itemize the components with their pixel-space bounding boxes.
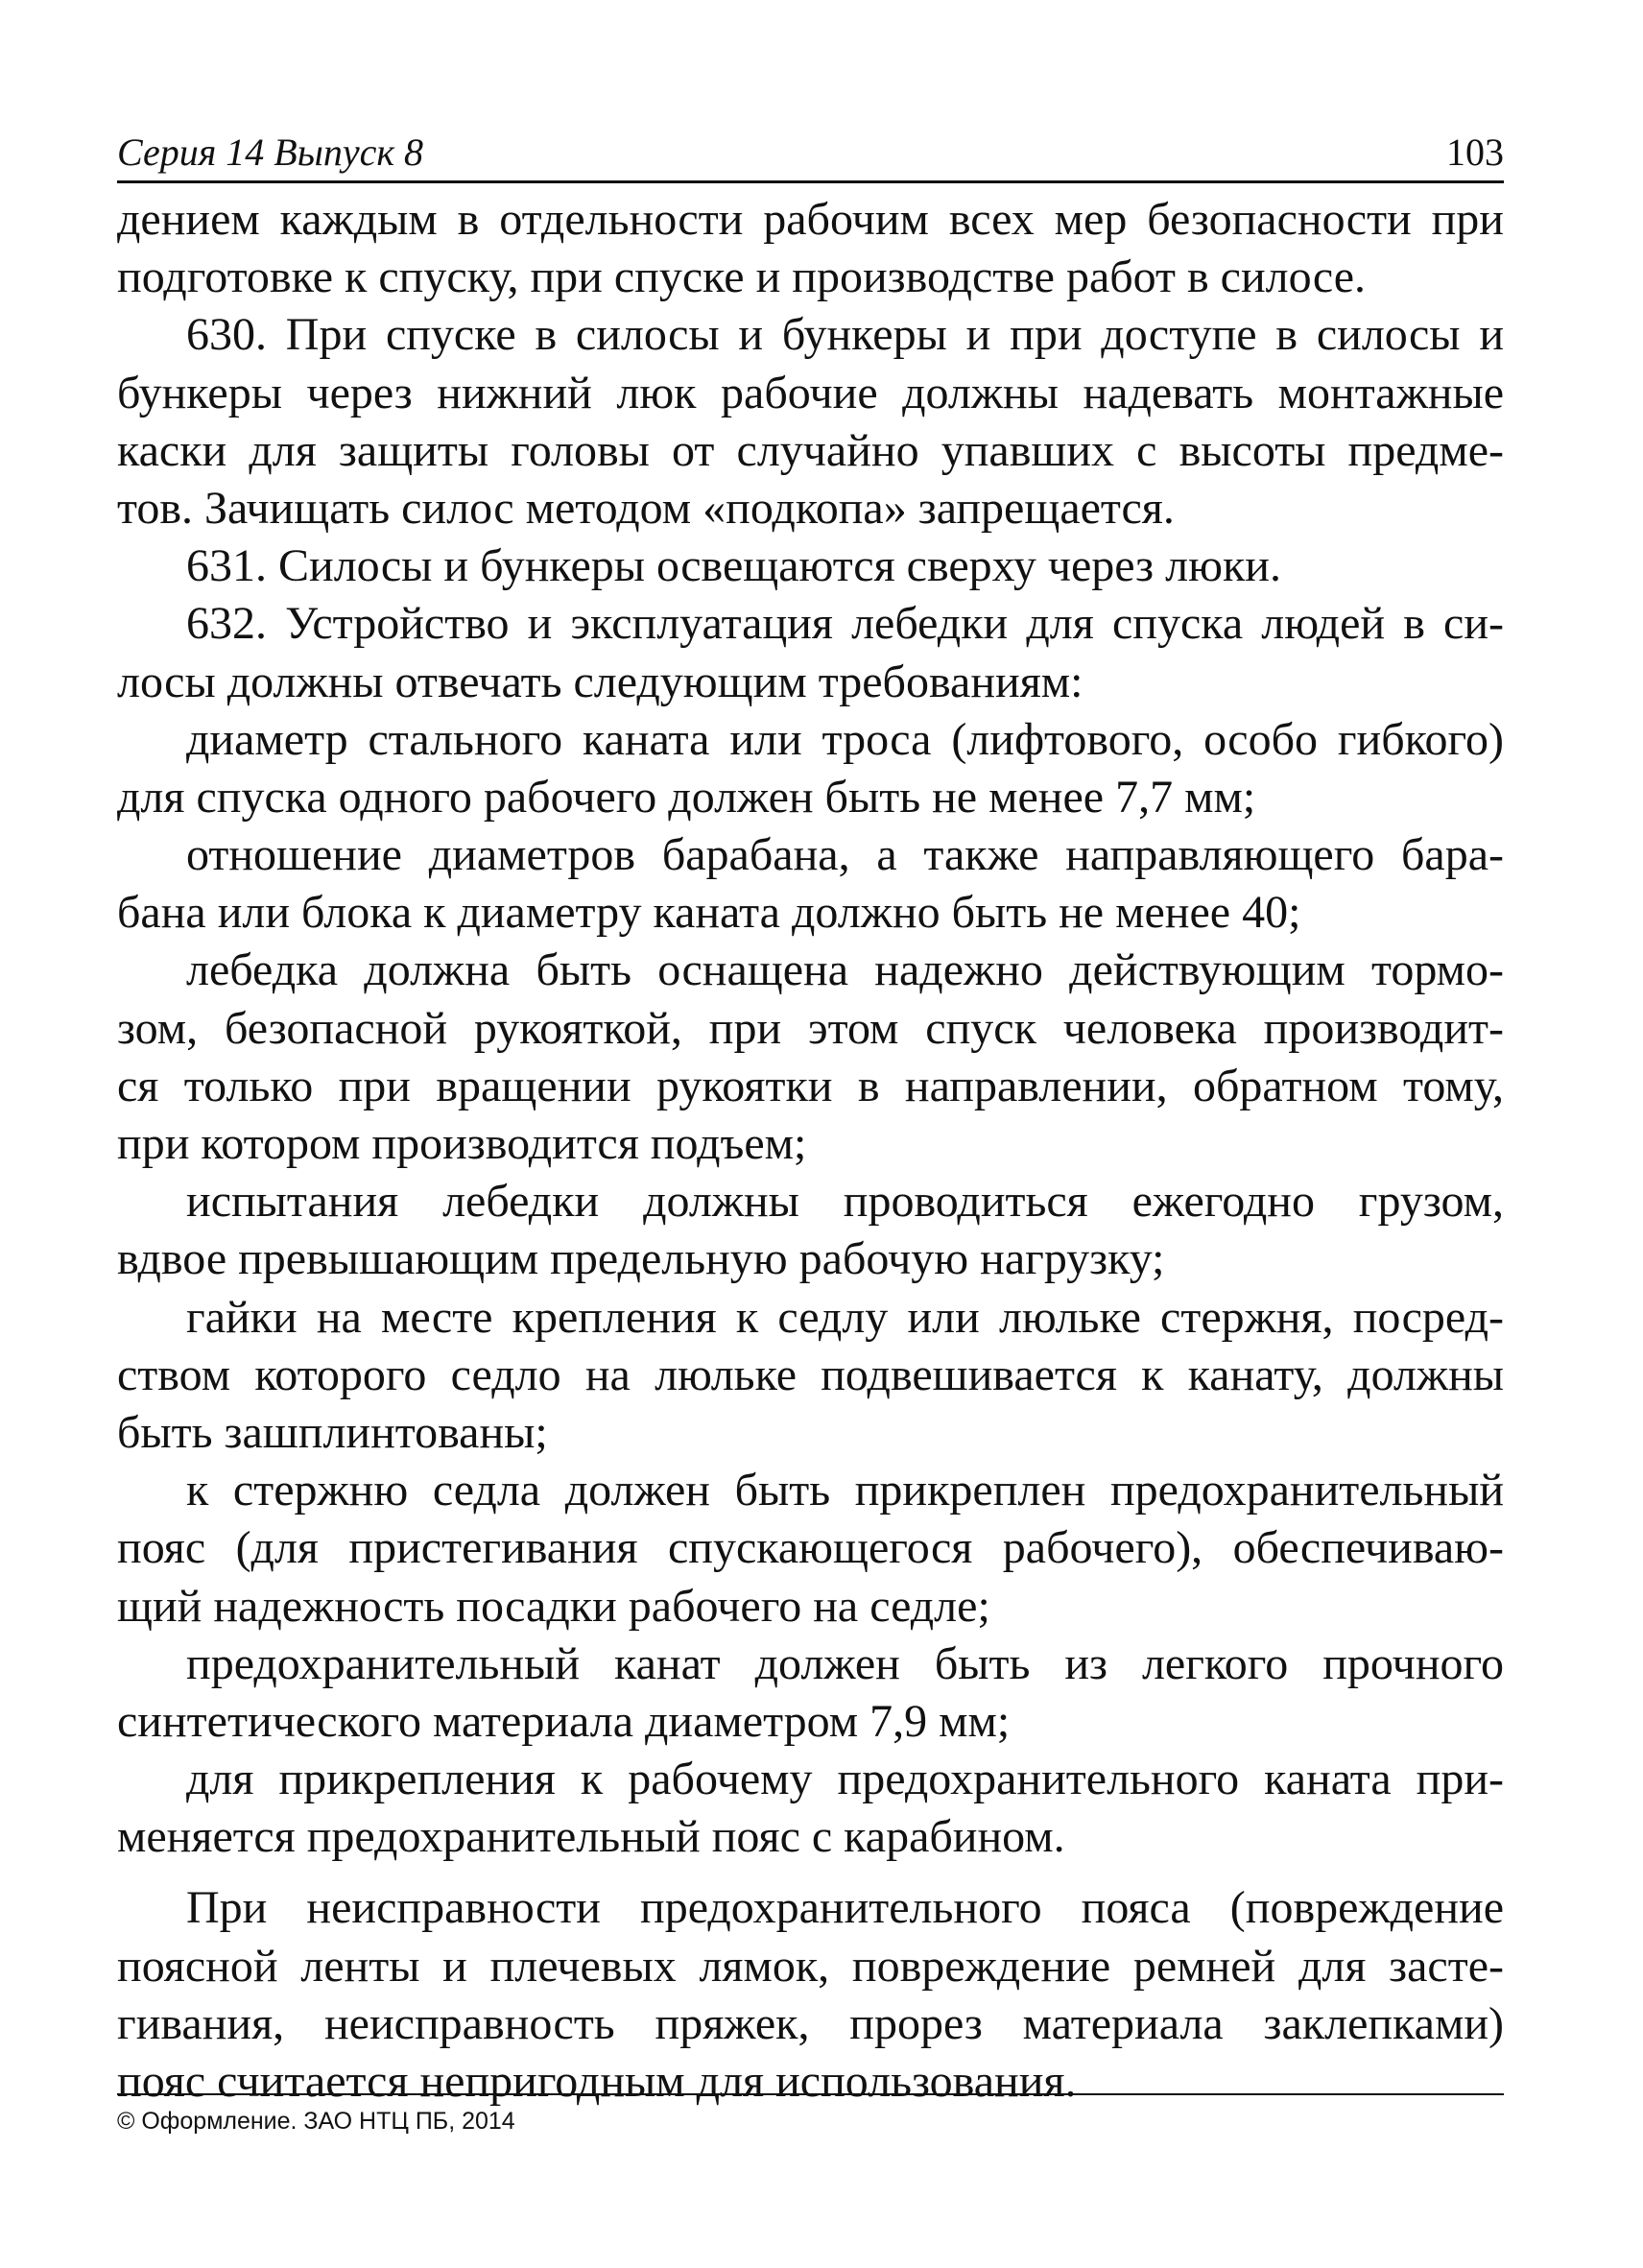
text-line: меняется предохранительный пояс с карабином.: [117, 1811, 1065, 1863]
text-line: тов. Зачищать силос методом «подкопа» запрещается.: [117, 482, 1175, 534]
footer-copyright: © Оформление. ЗАО НТЦ ПБ, 2014: [117, 2108, 515, 2135]
clause-630: 630. При спуске в силосы и бункеры и при доступе в силосы и: [186, 309, 1504, 361]
text-line: щий надежность посадки рабочего на седле;: [117, 1580, 990, 1632]
requirement-item: предохранительный канат должен быть из легкого прочного: [186, 1637, 1504, 1689]
text-line: ством которого седло на люльке подвешивается к канату, должны: [117, 1349, 1504, 1400]
text-line: лосы должны отвечать следующим требованиям:: [117, 656, 1083, 707]
text-line: быть зашплинтованы;: [117, 1406, 548, 1458]
paragraph-gap: [117, 1866, 1504, 1879]
page-number: 103: [1446, 131, 1504, 174]
footer-divider: [117, 2093, 1504, 2095]
requirement-item: испытания лебедки должны проводиться ежегодно грузом,: [186, 1176, 1504, 1228]
text-line: синтетического материала диаметром 7,9 мм;: [117, 1695, 1011, 1747]
text-line: бана или блока к диаметру каната должно быть не менее 40;: [117, 887, 1301, 939]
text-line: дением каждым в отдельности рабочим всех мер безопасности при: [117, 194, 1504, 245]
text-line: пояс считается непригодным для использования.: [117, 2056, 1077, 2107]
text-line: вдвое превышающим предельную рабочую нагрузку;: [117, 1233, 1165, 1285]
requirement-item: лебедка должна быть оснащена надежно действующим тормо-: [186, 944, 1504, 996]
clause-632: 632. Устройство и эксплуатация лебедки для спуска людей в си-: [186, 598, 1504, 650]
text-line: бункеры через нижний люк рабочие должны надевать монтажные: [117, 367, 1504, 418]
text-line: для спуска одного рабочего должен быть не менее 7,7 мм;: [117, 771, 1256, 823]
text-line: подготовке к спуску, при спуске и производстве работ в силосе.: [117, 251, 1367, 303]
text-line: ся только при вращении рукоятки в направлении, обратном тому,: [117, 1060, 1504, 1111]
requirement-item: отношение диаметров барабана, а также направляющего бара-: [186, 829, 1504, 881]
text-line: зом, безопасной рукояткой, при этом спуск человека производит-: [117, 1002, 1504, 1054]
requirement-item: к стержню седла должен быть прикреплен предохранительный: [186, 1465, 1504, 1516]
requirement-item: диаметр стального каната или троса (лифтового, особо гибкого): [186, 713, 1504, 765]
clause-631: 631. Силосы и бункеры освещаются сверху через люки.: [186, 540, 1281, 592]
requirement-item: гайки на месте крепления к седлу или люльке стержня, посред-: [186, 1291, 1504, 1343]
series-title: Серия 14 Выпуск 8: [117, 131, 424, 174]
body-text: [117, 191, 1504, 2111]
requirement-item: для прикрепления к рабочему предохранительного каната при-: [186, 1754, 1504, 1805]
running-header: [117, 123, 1504, 183]
closing-paragraph: При неисправности предохранительного пояса (повреждение: [186, 1882, 1504, 1934]
text-line: поясной ленты и плечевых лямок, повреждение ремней для засте-: [117, 1940, 1504, 1992]
text-line: пояс (для пристегивания спускающегося рабочего), обеспечиваю-: [117, 1522, 1504, 1574]
text-line: гивания, неисправность пряжек, прорез материала заклепками): [117, 1997, 1504, 2049]
text-line: при котором производится подъем;: [117, 1118, 807, 1169]
text-line: каски для защиты головы от случайно упавших с высоты предме-: [117, 424, 1504, 476]
